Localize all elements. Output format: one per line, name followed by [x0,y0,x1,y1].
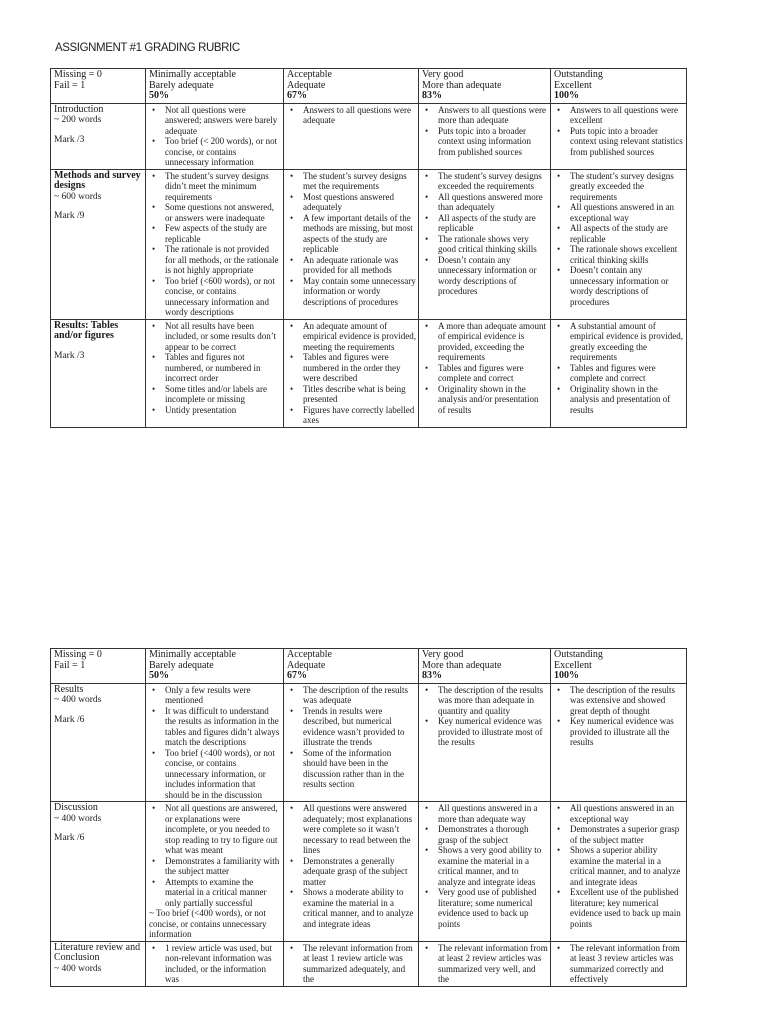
criteria-list [149,321,281,416]
criteria-item: • All aspects of the study are replicable [554,223,684,244]
criteria-list [554,943,684,985]
level-criteria-cell [419,103,551,169]
criteria-item: • Not all questions are answered, or explanations were incomplete, or you needed to stop reading to try to figure out what was meant [149,803,281,856]
criteria-list [287,105,416,126]
level-criteria-cell [146,319,284,427]
criterion-name: Methods and survey designs [54,169,141,191]
level-criteria-cell [146,103,284,169]
header-level [284,649,419,684]
criteria-item: • Demonstrates a superior grasp of the subject matter [554,824,684,845]
criteria-item: • Doesn’t contain any unnecessary information or wordy descriptions of procedures [554,265,684,307]
header-level [419,649,551,684]
criteria-item: • Not all questions were answered; answers were barely adequate [149,105,281,137]
criterion-row [51,802,687,942]
criteria-list [149,105,281,168]
criteria-item: • Key numerical evidence was provided to illustrate most of the results [422,716,548,748]
criteria-item: • Shows a superior ability examine the material in a critical manner, and to analyze and integrate ideas [554,845,684,887]
criterion-cell [51,941,146,986]
criteria-item: • Too brief (<600 words), or not concise, or contains unnecessary information and wordy descriptions [149,276,281,318]
document-title: ASSIGNMENT #1 GRADING RUBRIC [55,42,240,54]
level-percent: 67% [287,670,307,681]
level-name: Acceptable [287,649,332,660]
criteria-item: • Originality shown in the analysis and presentation of results [554,384,684,416]
level-criteria-cell [551,802,687,942]
criteria-item: • 1 review article was used, but non-relevant information was included, or the information was [149,943,281,985]
criteria-item: • Most questions answered adequately [287,192,416,213]
level-percent: 50% [149,670,169,681]
level-name: Minimally acceptable [149,649,236,660]
level-criteria-cell [419,683,551,802]
criteria-list [554,171,684,308]
criteria-list [149,685,281,801]
criteria-item: • Puts topic into a broader context using relevant statistics from published sources [554,126,684,158]
criteria-item: • The description of the results was more than adequate in quantity and quality [422,685,548,717]
criteria-item: • All questions answered more than adequately [422,192,548,213]
criteria-item: • Few aspects of the study are replicable [149,223,281,244]
level-criteria-cell [284,319,419,427]
level-description: Adequate [287,79,326,91]
level-percent: 100% [554,670,579,681]
criteria-list [287,171,416,308]
criteria-item: • May contain some unnecessary information or wordy descriptions of procedures [287,276,416,308]
criteria-item: • An adequate rationale was provided for all methods [287,255,416,276]
criteria-item: • The description of the results was extensive and showed great depth of thought [554,685,684,717]
criteria-item: • It was difficult to understand the results as information in the tables and figures didn’t always match the descriptions [149,706,281,748]
criterion-name: Results [54,683,84,695]
level-criteria-cell [146,802,284,942]
score-key-line: Missing = 0 [54,69,102,80]
criteria-item: • Attempts to examine the material in a critical manner only partially successful [149,877,281,909]
header-level [146,649,284,684]
criteria-item: • Too brief (< 200 words), or not concise, or contains unnecessary information [149,136,281,168]
criteria-item: • Answers to all questions were adequate [287,105,416,126]
criteria-list [554,105,684,158]
criterion-name: Literature review and Conclusion [54,941,141,963]
criterion-row [51,941,687,986]
criteria-item: • The student’s survey designs exceeded the requirements [422,171,548,192]
score-key-line: Fail = 1 [54,659,86,671]
criteria-item: • A more than adequate amount of empirical evidence is provided, exceeding the requirements [422,321,548,363]
criteria-item: • A few important details of the methods are missing, but most aspects of the study are replicable [287,213,416,255]
header-level [551,649,687,684]
criteria-item: • Some questions not answered, or answers were inadequate [149,202,281,223]
criteria-item: • The description of the results was adequate [287,685,416,706]
criterion-name: Results: Tables and/or figures [54,319,119,341]
header-level [146,69,284,104]
level-criteria-cell [551,103,687,169]
level-criteria-cell [551,941,687,986]
header-row [51,69,687,104]
level-criteria-cell [419,319,551,427]
criteria-item: • Titles describe what is being presented [287,384,416,405]
criteria-item: • All questions answered in a more than adequate way [422,803,548,824]
criteria-list [287,803,416,929]
criteria-item: • The relevant information from at least 3 review articles was summarized correctly and effectively [554,943,684,985]
criteria-item: • The relevant information from at least 1 review article was summarized adequately, and the [287,943,416,985]
criterion-cell [51,169,146,319]
criteria-item: • Untidy presentation [149,405,281,416]
level-criteria-cell [284,941,419,986]
level-percent: 100% [554,90,579,101]
criterion-cell [51,319,146,427]
rubric-table-2 [50,648,687,987]
criteria-list [422,685,548,748]
criterion-word-count: ~ 600 words [54,191,102,202]
criterion-word-count: ~ 400 words [54,695,102,705]
criterion-mark: Mark /3 [54,134,85,145]
criteria-item: • Originality shown in the analysis and/or presentation of results [422,384,548,416]
criteria-item: • Too brief (<400 words), or not concise, or contains unnecessary information, or includes information that should be in the discussion [149,748,281,801]
level-criteria-cell [284,683,419,802]
level-description: Excellent [554,659,592,671]
criterion-row [51,103,687,169]
criteria-list [554,685,684,748]
criteria-item: • Shows a moderate ability to examine the material in a critical manner, and to analyze and integrate ideas [287,887,416,929]
criteria-item: • Trends in results were described, but numerical evidence wasn’t provided to illustrate the trends [287,706,416,748]
criterion-cell [51,683,146,802]
level-name: Minimally acceptable [149,69,236,80]
header-level [551,69,687,104]
criteria-item: • Demonstrates a thorough grasp of the subject [422,824,548,845]
criteria-list [422,943,548,985]
criteria-item: • Answers to all questions were excellent [554,105,684,126]
criterion-mark: Mark /3 [54,350,85,361]
criterion-word-count: ~ 400 words [54,963,102,974]
criterion-word-count: ~ 400 words [54,813,102,824]
criteria-item: • Very good use of published literature; some numerical evidence used to back up points [422,887,548,929]
criteria-item: • Figures have correctly labelled axes [287,405,416,426]
criteria-note: ~ Too brief (<400 words), or not concise, or contains unnecessary information [149,908,267,939]
level-criteria-cell [146,683,284,802]
criteria-item: • All questions answered in an exceptional way [554,803,684,824]
criteria-item: • A substantial amount of empirical evidence is provided, greatly exceeding the requirements [554,321,684,363]
header-level [419,69,551,104]
criteria-item: • All questions answered in an exceptional way [554,202,684,223]
level-criteria-cell [419,169,551,319]
criteria-item: • Tables and figures were complete and correct [422,363,548,384]
score-key-line: Missing = 0 [54,649,102,660]
criteria-item: • Tables and figures were numbered in the order they were described [287,352,416,384]
level-criteria-cell [551,683,687,802]
criterion-mark: Mark /6 [54,714,85,725]
criteria-list [149,171,281,318]
level-name: Very good [422,69,464,80]
criteria-list [422,105,548,158]
criteria-item: • The rationale shows excellent critical thinking skills [554,244,684,265]
criteria-item: • All aspects of the study are replicable [422,213,548,234]
level-criteria-cell [419,941,551,986]
criteria-item: • The student’s survey designs greatly exceeded the requirements [554,171,684,203]
criterion-name: Discussion [54,802,98,813]
header-score-key [51,649,146,684]
criterion-row [51,319,687,427]
criterion-cell [51,802,146,942]
criteria-list [422,803,548,929]
criteria-item: • Tables and figures were complete and correct [554,363,684,384]
level-criteria-cell [419,802,551,942]
level-criteria-cell [284,802,419,942]
level-description: Excellent [554,79,592,91]
level-description: More than adequate [422,659,502,671]
level-percent: 83% [422,90,442,101]
criterion-cell [51,103,146,169]
criteria-list [149,803,281,908]
criteria-list [554,321,684,416]
criterion-mark: Mark /6 [54,833,85,843]
criteria-item: • An adequate amount of empirical evidence is provided, meeting the requirements [287,321,416,353]
criteria-item: • Not all results have been included, or some results don’t appear to be correct [149,321,281,353]
criteria-item: • Tables and figures not numbered, or numbered in incorrect order [149,352,281,384]
criteria-item: • Demonstrates a generally adequate grasp of the subject matter [287,856,416,888]
criteria-item: • The relevant information from at least 2 review articles was summarized very well, and the [422,943,548,985]
level-criteria-cell [146,941,284,986]
level-criteria-cell [551,319,687,427]
level-percent: 67% [287,90,307,101]
level-description: Adequate [287,659,326,671]
level-description: Barely adequate [149,79,214,91]
criteria-item: • Answers to all questions were more than adequate [422,105,548,126]
criterion-row [51,169,687,319]
criteria-list [287,685,416,790]
level-criteria-cell [146,169,284,319]
header-row [51,649,687,684]
score-key-line: Fail = 1 [54,79,86,91]
level-criteria-cell [551,169,687,319]
criteria-item: • Key numerical evidence was provided to illustrate all the results [554,716,684,748]
criteria-list [422,171,548,297]
criterion-name: Introduction [54,103,104,115]
header-level [284,69,419,104]
criteria-list [422,321,548,416]
level-criteria-cell [284,103,419,169]
rubric-table-1 [50,68,687,428]
criterion-word-count: ~ 200 words [54,115,102,125]
criteria-item: • Some titles and/or labels are incomplete or missing [149,384,281,405]
criteria-list [554,803,684,929]
level-description: Barely adequate [149,659,214,671]
criterion-mark: Mark /9 [54,211,85,221]
criteria-item: • Demonstrates a familiarity with the subject matter [149,856,281,877]
criteria-item: • The student’s survey designs met the requirements [287,171,416,192]
criteria-item: • The student’s survey designs didn’t meet the minimum requirements [149,171,281,203]
criteria-item: • All questions were answered adequately; most explanations were complete so it wasn’t necessary to read between the lines [287,803,416,856]
level-name: Outstanding [554,69,603,80]
rubric-page-2 [0,648,768,1024]
level-name: Very good [422,649,464,660]
criteria-item: • Some of the information should have been in the discussion rather than in the results section [287,748,416,790]
criteria-item: • The rationale is not provided for all methods, or the rationale is not highly appropriate [149,244,281,276]
level-name: Outstanding [554,649,603,660]
level-description: More than adequate [422,79,502,91]
criteria-list [287,943,416,985]
criteria-item: • Doesn’t contain any unnecessary information or wordy descriptions of procedures [422,255,548,297]
criteria-item: • Puts topic into a broader context using information from published sources [422,126,548,158]
header-score-key [51,69,146,104]
criterion-row [51,683,687,802]
criteria-list [287,321,416,426]
criteria-item: • The rationale shows very good critical thinking skills [422,234,548,255]
level-percent: 83% [422,670,442,681]
criteria-item: • Only a few results were mentioned [149,685,281,706]
level-percent: 50% [149,90,169,101]
criteria-list [149,943,281,985]
level-criteria-cell [284,169,419,319]
criteria-item: • Excellent use of the published literature; key numerical evidence used to back up main points [554,887,684,929]
criteria-item: • Shows a very good ability to examine the material in a critical manner, and to analyze and integrate ideas [422,845,548,887]
level-name: Acceptable [287,69,332,80]
